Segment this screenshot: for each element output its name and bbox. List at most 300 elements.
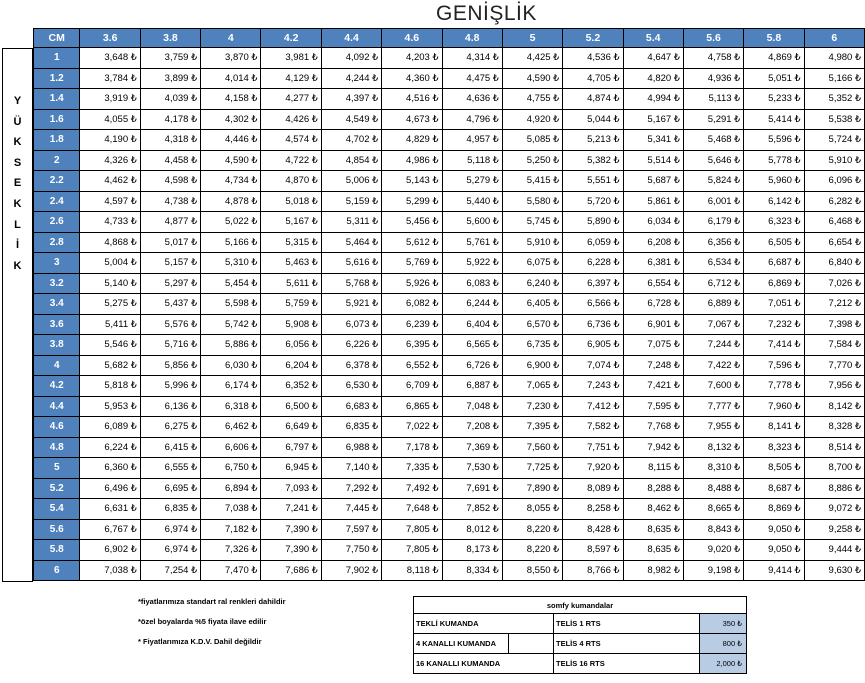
price-cell: 6,988 ₺ [321,437,381,458]
table-row [34,560,865,581]
price-cell: 5,759 ₺ [261,294,321,315]
price-cell: 4,318 ₺ [140,130,200,151]
price-cell: 4,314 ₺ [442,48,502,69]
price-cell: 6,554 ₺ [623,273,683,294]
height-axis-letter: Ü [13,115,22,128]
height-header: 4.4 [34,396,80,417]
price-cell: 5,297 ₺ [140,273,200,294]
price-cell: 7,902 ₺ [321,560,381,581]
price-cell: 4,647 ₺ [623,48,683,69]
price-cell: 6,059 ₺ [563,232,623,253]
price-cell: 4,870 ₺ [261,171,321,192]
price-cell: 5,612 ₺ [382,232,442,253]
price-cell: 5,352 ₺ [804,89,864,110]
price-cell: 7,326 ₺ [201,540,261,561]
somfy-title-row [414,597,747,614]
price-cell: 5,580 ₺ [502,191,562,212]
price-cell: 5,159 ₺ [321,191,381,212]
price-cell: 9,630 ₺ [804,560,864,581]
price-cell: 6,239 ₺ [382,314,442,335]
price-cell: 8,132 ₺ [683,437,743,458]
price-cell: 5,910 ₺ [502,232,562,253]
price-cell: 6,712 ₺ [683,273,743,294]
price-cell: 6,226 ₺ [321,335,381,356]
price-cell: 3,784 ₺ [80,68,140,89]
price-cell: 8,550 ₺ [502,560,562,581]
price-cell: 7,920 ₺ [563,458,623,479]
price-cell: 5,140 ₺ [80,273,140,294]
price-cell: 7,805 ₺ [382,540,442,561]
price-cell: 6,901 ₺ [623,314,683,335]
price-cell: 6,555 ₺ [140,458,200,479]
price-cell: 5,004 ₺ [80,253,140,274]
price-cell: 4,190 ₺ [80,130,140,151]
price-cell: 4,986 ₺ [382,150,442,171]
price-cell: 7,955 ₺ [683,417,743,438]
price-cell: 5,598 ₺ [201,294,261,315]
price-cell: 5,861 ₺ [623,191,683,212]
table-row [34,314,865,335]
page-title: GENİŞLİK [436,2,537,25]
height-axis-letter: K [13,136,22,149]
price-cell: 6,900 ₺ [502,355,562,376]
price-cell: 5,463 ₺ [261,253,321,274]
table-row [34,396,865,417]
price-cell: 4,980 ₺ [804,48,864,69]
height-axis-letter: E [13,177,22,190]
price-cell: 4,755 ₺ [502,89,562,110]
price-cell: 5,437 ₺ [140,294,200,315]
price-cell: 6,034 ₺ [623,212,683,233]
price-cell: 5,922 ₺ [442,253,502,274]
table-row [34,417,865,438]
price-cell: 6,142 ₺ [744,191,804,212]
price-cell: 5,824 ₺ [683,171,743,192]
note-ral-colors: *fiyatlarımıza standart ral renkleri dahildir [138,597,286,606]
price-cell: 6,735 ₺ [502,335,562,356]
price-cell: 7,412 ₺ [563,396,623,417]
price-cell: 4,397 ₺ [321,89,381,110]
price-cell: 7,778 ₺ [744,376,804,397]
price-cell: 4,014 ₺ [201,68,261,89]
price-cell: 6,869 ₺ [744,273,804,294]
price-cell: 6,894 ₺ [201,478,261,499]
price-cell: 7,208 ₺ [442,417,502,438]
price-cell: 5,576 ₺ [140,314,200,335]
price-cell: 3,919 ₺ [80,89,140,110]
price-cell: 5,233 ₺ [744,89,804,110]
price-cell: 5,213 ₺ [563,130,623,151]
price-cell: 7,212 ₺ [804,294,864,315]
price-cell: 6,395 ₺ [382,335,442,356]
price-cell: 8,220 ₺ [502,540,562,561]
price-cell: 5,143 ₺ [382,171,442,192]
price-cell: 6,405 ₺ [502,294,562,315]
price-cell: 5,926 ₺ [382,273,442,294]
price-cell: 6,709 ₺ [382,376,442,397]
price-cell: 5,085 ₺ [502,130,562,151]
width-header: 3.6 [80,29,140,48]
price-cell: 4,516 ₺ [382,89,442,110]
price-cell: 7,038 ₺ [80,560,140,581]
price-cell: 4,590 ₺ [201,150,261,171]
price-cell: 3,870 ₺ [201,48,261,69]
height-axis-letter: İ [15,239,20,252]
table-row [34,540,865,561]
price-cell: 5,611 ₺ [261,273,321,294]
price-cell: 6,096 ₺ [804,171,864,192]
price-cell: 6,462 ₺ [201,417,261,438]
price-cell: 7,750 ₺ [321,540,381,561]
remote-price: 2,000 ₺ [700,654,747,674]
table-row [34,191,865,212]
price-cell: 5,311 ₺ [321,212,381,233]
price-cell: 6,224 ₺ [80,437,140,458]
price-cell: 5,310 ₺ [201,253,261,274]
price-cell: 6,887 ₺ [442,376,502,397]
price-cell: 7,421 ₺ [623,376,683,397]
height-header: 4.2 [34,376,80,397]
price-cell: 5,157 ₺ [140,253,200,274]
price-cell: 5,538 ₺ [804,109,864,130]
height-header: 2.2 [34,171,80,192]
remote-model: TELİS 16 RTS [554,654,700,674]
price-cell: 6,083 ₺ [442,273,502,294]
price-cell: 8,089 ₺ [563,478,623,499]
table-row [34,130,865,151]
price-cell: 8,843 ₺ [683,519,743,540]
price-cell: 7,248 ₺ [623,355,683,376]
price-cell: 6,082 ₺ [382,294,442,315]
price-cell: 4,820 ₺ [623,68,683,89]
price-cell: 4,055 ₺ [80,109,140,130]
price-cell: 7,093 ₺ [261,478,321,499]
price-cell: 9,020 ₺ [683,540,743,561]
price-cell: 5,454 ₺ [201,273,261,294]
price-cell: 6,728 ₺ [623,294,683,315]
price-cell: 7,648 ₺ [382,499,442,520]
price-cell: 7,178 ₺ [382,437,442,458]
price-cell: 5,551 ₺ [563,171,623,192]
table-row [34,150,865,171]
price-cell: 6,974 ₺ [140,540,200,561]
price-cell: 7,691 ₺ [442,478,502,499]
price-cell: 4,957 ₺ [442,130,502,151]
price-cell: 6,505 ₺ [744,232,804,253]
price-cell: 6,275 ₺ [140,417,200,438]
price-cell: 4,590 ₺ [502,68,562,89]
price-cell: 7,065 ₺ [502,376,562,397]
price-cell: 8,142 ₺ [804,396,864,417]
price-cell: 4,574 ₺ [261,130,321,151]
price-cell: 7,026 ₺ [804,273,864,294]
price-cell: 7,230 ₺ [502,396,562,417]
price-cell: 7,048 ₺ [442,396,502,417]
price-cell: 5,051 ₺ [744,68,804,89]
price-cell: 7,244 ₺ [683,335,743,356]
price-cell: 5,414 ₺ [744,109,804,130]
price-cell: 5,018 ₺ [261,191,321,212]
remote-price: 800 ₺ [700,634,747,654]
price-cell: 7,595 ₺ [623,396,683,417]
price-cell: 5,166 ₺ [804,68,864,89]
price-cell: 5,596 ₺ [744,130,804,151]
price-cell: 5,291 ₺ [683,109,743,130]
width-header: 5.4 [623,29,683,48]
somfy-row [414,614,747,634]
height-header: 5.4 [34,499,80,520]
price-cell: 5,468 ₺ [683,130,743,151]
price-cell: 9,258 ₺ [804,519,864,540]
somfy-row [414,634,747,654]
price-cell: 6,208 ₺ [623,232,683,253]
height-axis-label [2,48,33,582]
table-row [34,253,865,274]
price-cell: 5,167 ₺ [623,109,683,130]
price-cell: 7,942 ₺ [623,437,683,458]
price-table [33,28,865,581]
price-cell: 6,360 ₺ [80,458,140,479]
price-cell: 6,797 ₺ [261,437,321,458]
price-cell: 6,228 ₺ [563,253,623,274]
height-header: 1.4 [34,89,80,110]
price-cell: 4,475 ₺ [442,68,502,89]
price-cell: 7,390 ₺ [261,540,321,561]
remote-name: TEKLİ KUMANDA [414,614,554,634]
price-cell: 4,549 ₺ [321,109,381,130]
price-cell: 8,220 ₺ [502,519,562,540]
somfy-title: somfy kumandalar [414,597,747,614]
price-cell: 7,805 ₺ [382,519,442,540]
price-cell: 4,936 ₺ [683,68,743,89]
price-cell: 8,687 ₺ [744,478,804,499]
price-cell: 7,335 ₺ [382,458,442,479]
price-cell: 7,390 ₺ [261,519,321,540]
price-cell: 5,464 ₺ [321,232,381,253]
price-cell: 7,600 ₺ [683,376,743,397]
price-cell: 5,044 ₺ [563,109,623,130]
price-cell: 6,056 ₺ [261,335,321,356]
height-header: 4.6 [34,417,80,438]
price-cell: 7,751 ₺ [563,437,623,458]
height-header: 2 [34,150,80,171]
remote-name: 4 KANALLI KUMANDA [414,634,509,654]
price-cell: 4,446 ₺ [201,130,261,151]
price-cell: 5,742 ₺ [201,314,261,335]
price-cell: 4,178 ₺ [140,109,200,130]
price-cell: 4,733 ₺ [80,212,140,233]
price-cell: 3,648 ₺ [80,48,140,69]
price-cell: 7,852 ₺ [442,499,502,520]
price-cell: 6,381 ₺ [623,253,683,274]
price-cell: 5,440 ₺ [442,191,502,212]
price-cell: 6,835 ₺ [321,417,381,438]
price-cell: 5,769 ₺ [382,253,442,274]
price-cell: 5,908 ₺ [261,314,321,335]
price-cell: 8,328 ₺ [804,417,864,438]
height-axis-letter: S [13,156,22,169]
price-cell: 8,428 ₺ [563,519,623,540]
price-cell: 5,910 ₺ [804,150,864,171]
price-cell: 6,566 ₺ [563,294,623,315]
price-cell: 8,635 ₺ [623,519,683,540]
width-header: 4.6 [382,29,442,48]
height-axis-letter: L [14,218,21,231]
width-header: 6 [804,29,864,48]
price-cell: 6,570 ₺ [502,314,562,335]
height-header: 4 [34,355,80,376]
price-cell: 7,560 ₺ [502,437,562,458]
price-cell: 6,565 ₺ [442,335,502,356]
price-cell: 5,279 ₺ [442,171,502,192]
width-header: 5 [502,29,562,48]
price-cell: 8,514 ₺ [804,437,864,458]
price-cell: 7,140 ₺ [321,458,381,479]
price-cell: 7,492 ₺ [382,478,442,499]
price-cell: 5,250 ₺ [502,150,562,171]
price-cell: 6,075 ₺ [502,253,562,274]
price-cell: 5,921 ₺ [321,294,381,315]
price-cell: 4,426 ₺ [261,109,321,130]
price-cell: 8,488 ₺ [683,478,743,499]
price-cell: 4,705 ₺ [563,68,623,89]
height-header: 1.6 [34,109,80,130]
table-row [34,499,865,520]
price-cell: 6,240 ₺ [502,273,562,294]
height-header: 5.6 [34,519,80,540]
price-cell: 8,323 ₺ [744,437,804,458]
price-cell: 6,179 ₺ [683,212,743,233]
remote-model: TELİS 4 RTS [554,634,700,654]
price-cell: 6,687 ₺ [744,253,804,274]
price-cell: 7,398 ₺ [804,314,864,335]
price-cell: 7,241 ₺ [261,499,321,520]
price-cell: 5,415 ₺ [502,171,562,192]
price-cell: 8,310 ₺ [683,458,743,479]
price-cell: 6,404 ₺ [442,314,502,335]
price-cell: 6,378 ₺ [321,355,381,376]
price-cell: 5,720 ₺ [563,191,623,212]
price-cell: 8,258 ₺ [563,499,623,520]
price-cell: 5,411 ₺ [80,314,140,335]
price-cell: 6,415 ₺ [140,437,200,458]
price-cell: 5,118 ₺ [442,150,502,171]
price-cell: 7,292 ₺ [321,478,381,499]
price-cell: 6,889 ₺ [683,294,743,315]
price-cell: 5,890 ₺ [563,212,623,233]
price-cell: 7,182 ₺ [201,519,261,540]
somfy-row [414,654,747,674]
price-cell: 7,369 ₺ [442,437,502,458]
price-cell: 8,141 ₺ [744,417,804,438]
price-cell: 4,877 ₺ [140,212,200,233]
price-cell: 7,445 ₺ [321,499,381,520]
price-cell: 6,468 ₺ [804,212,864,233]
price-cell: 7,777 ₺ [683,396,743,417]
table-row [34,48,865,69]
price-cell: 8,055 ₺ [502,499,562,520]
price-cell: 7,956 ₺ [804,376,864,397]
table-row [34,212,865,233]
height-header: 3.8 [34,335,80,356]
price-cell: 6,649 ₺ [261,417,321,438]
price-cell: 7,254 ₺ [140,560,200,581]
price-cell: 5,646 ₺ [683,150,743,171]
price-cell: 7,582 ₺ [563,417,623,438]
price-cell: 4,722 ₺ [261,150,321,171]
price-cell: 6,323 ₺ [744,212,804,233]
height-header: 5.8 [34,540,80,561]
price-cell: 4,129 ₺ [261,68,321,89]
price-cell: 8,869 ₺ [744,499,804,520]
price-cell: 9,198 ₺ [683,560,743,581]
table-row [34,273,865,294]
price-cell: 7,890 ₺ [502,478,562,499]
price-cell: 8,766 ₺ [563,560,623,581]
price-cell: 4,597 ₺ [80,191,140,212]
price-cell: 8,886 ₺ [804,478,864,499]
height-header: 5.2 [34,478,80,499]
price-cell: 8,012 ₺ [442,519,502,540]
price-cell: 5,996 ₺ [140,376,200,397]
height-axis-letter: K [13,259,22,272]
price-cell: 6,974 ₺ [140,519,200,540]
price-cell: 7,067 ₺ [683,314,743,335]
price-cell: 7,074 ₺ [563,355,623,376]
price-cell: 7,470 ₺ [201,560,261,581]
price-cell: 4,462 ₺ [80,171,140,192]
price-cell: 8,115 ₺ [623,458,683,479]
width-header: 5.8 [744,29,804,48]
price-cell: 5,514 ₺ [623,150,683,171]
price-cell: 4,302 ₺ [201,109,261,130]
price-cell: 5,761 ₺ [442,232,502,253]
price-cell: 5,768 ₺ [321,273,381,294]
table-row [34,89,865,110]
price-cell: 8,700 ₺ [804,458,864,479]
price-cell: 6,352 ₺ [261,376,321,397]
price-cell: 4,326 ₺ [80,150,140,171]
price-cell: 5,616 ₺ [321,253,381,274]
table-row [34,478,865,499]
price-cell: 6,683 ₺ [321,396,381,417]
price-cell: 5,113 ₺ [683,89,743,110]
price-cell: 5,022 ₺ [201,212,261,233]
somfy-remote-table [413,596,747,674]
price-cell: 9,414 ₺ [744,560,804,581]
price-cell: 4,854 ₺ [321,150,381,171]
price-cell: 6,902 ₺ [80,540,140,561]
height-header: 5 [34,458,80,479]
price-cell: 7,232 ₺ [744,314,804,335]
height-header: 1 [34,48,80,69]
price-cell: 4,702 ₺ [321,130,381,151]
remote-model: TELİS 1 RTS [554,614,700,634]
height-header: 1.8 [34,130,80,151]
height-header: 6 [34,560,80,581]
corner-cm-label: CM [34,29,80,48]
width-header: 3.8 [140,29,200,48]
price-cell: 6,318 ₺ [201,396,261,417]
price-cell: 8,173 ₺ [442,540,502,561]
height-axis-letter: K [13,198,22,210]
price-cell: 7,584 ₺ [804,335,864,356]
price-cell: 8,665 ₺ [683,499,743,520]
width-header: 4 [201,29,261,48]
price-cell: 5,167 ₺ [261,212,321,233]
price-cell: 9,072 ₺ [804,499,864,520]
note-vat: * Fiyatlarımıza K.D.V. Dahil değildir [138,637,262,646]
